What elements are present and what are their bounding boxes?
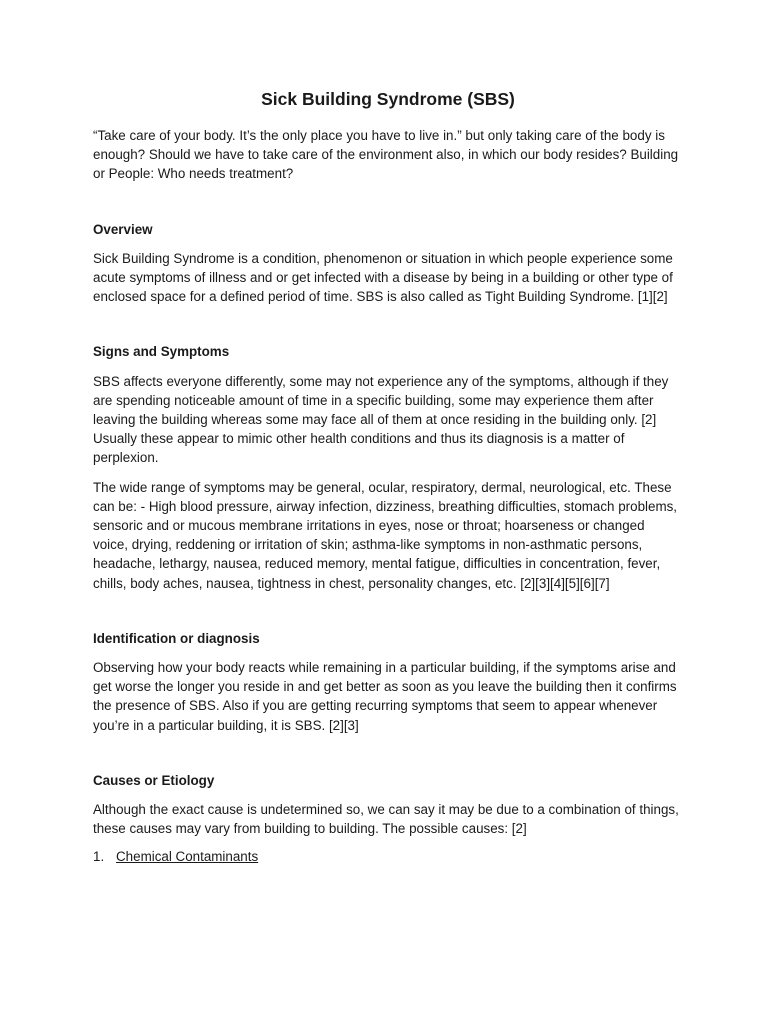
list-item-label: Chemical Contaminants: [116, 849, 259, 865]
section-heading-identification: Identification or diagnosis: [93, 630, 260, 646]
section-heading-causes: Causes or Etiology: [93, 772, 215, 788]
signs-paragraph-2: The wide range of symptoms may be general, ocular, respiratory, dermal, neurological, etc. These can be: - High blood pressure, airway infection, dizziness, breathing difficulties, stomach problems, sensoric and or mucous membrane irritations in eyes, nose or throat; hoarseness or changed voice, drying, reddening or irritation of skin; asthma-like symptoms in non-asthmatic persons, headache, lethargy, nausea, reduced memory, mental fatigue, difficulties in concentration, fever, chills, body aches, nausea, tightness in chest, personality changes, etc. [2][3][4][5][6][7]: [93, 479, 678, 591]
section-heading-signs: Signs and Symptoms: [93, 344, 230, 360]
document-page: [93, 86, 683, 867]
identification-paragraph: Observing how your body reacts while remaining in a particular building, if the symptoms arise and get worse the longer you reside in and get better as soon as you leave the building then it confirms the presence of SBS. Also if you are getting recurring symptoms that seem to appear whenever you’re in a particular building, it is SBS. [2][3]: [93, 660, 677, 733]
intro-paragraph: “Take care of your body. It’s the only place you have to live in.” but only taking care of the body is enough? Should we have to take care of the environment also, in which our body resides? Building or People: Who needs treatment?: [93, 128, 679, 182]
signs-paragraph-1: SBS affects everyone differently, some may not experience any of the symptoms, although if they are spending noticeable amount of time in a specific building, some may experience them after leaving the building whereas some may face all of them at once residing in the building only. [2] Usually these appear to mimic other health conditions and thus its diagnosis is a matter of perplexion.: [93, 373, 669, 466]
list-item: [93, 847, 683, 866]
document-title: Sick Building Syndrome (SBS): [261, 89, 515, 109]
list-item-number: 1.: [93, 849, 105, 865]
causes-paragraph: Although the exact cause is undetermined so, we can say it may be due to a combination of things, these causes may vary from building to building. The possible causes: [2]: [93, 802, 679, 837]
overview-paragraph: Sick Building Syndrome is a condition, phenomenon or situation in which people experience some acute symptoms of illness and or get infected with a disease by being in a building or other type of enclosed space for a defined period of time. SBS is also called as Tight Building Syndrome. [1][2]: [93, 250, 673, 305]
section-heading-overview: Overview: [93, 221, 153, 237]
